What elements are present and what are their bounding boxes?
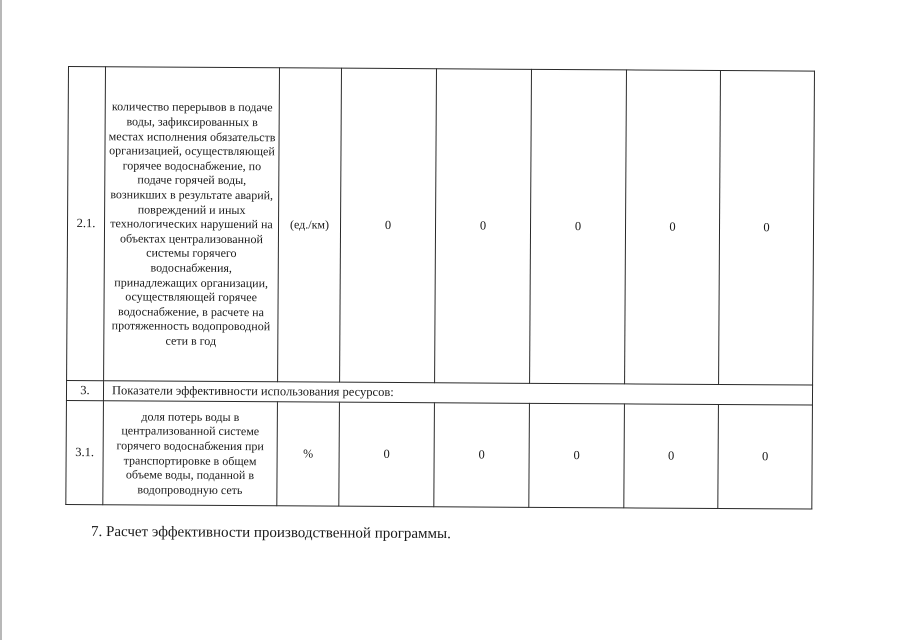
table-row xyxy=(67,67,815,386)
section-heading: 7. Расчет эффективности производственной программы. xyxy=(90,523,451,543)
table-row xyxy=(66,400,813,509)
value-cell: 0 xyxy=(434,403,530,508)
value-cell: 0 xyxy=(719,70,815,385)
row-number: 3. xyxy=(66,380,103,400)
unit-cell: % xyxy=(277,402,340,506)
indicator-description: доля потерь воды в централизованной системе горячего водоснабжения при транспортировке в общем объеме воды, поданной в водопроводную сеть xyxy=(103,401,278,506)
value-cell: 0 xyxy=(339,402,435,507)
value-cell: 0 xyxy=(435,69,532,384)
value-cell: 0 xyxy=(529,403,625,508)
section-title: Показатели эффективности использования ресурсов: xyxy=(103,381,812,405)
page-edge xyxy=(0,0,2,640)
row-number: 3.1. xyxy=(66,400,104,504)
document-scan xyxy=(65,66,820,510)
value-cell: 0 xyxy=(625,70,721,385)
value-cell: 0 xyxy=(530,69,627,384)
indicators-table xyxy=(65,66,815,510)
unit-cell: (ед./км) xyxy=(278,68,342,382)
indicator-description: количество перерывов в подаче воды, зафиксированных в местах исполнения обязательств организацией, осуществляющей горячее водоснабжение, по подаче горячей воды, возникших в результате аварий, повреждений и иных технологических нарушений на объектах централизованной системы горячего водоснабжения, принадлежащих организации, осуществляющей горячее водоснабжение, в расчете на протяженность водопроводной сети в год xyxy=(104,67,280,382)
value-cell: 0 xyxy=(624,404,719,509)
row-number: 2.1. xyxy=(67,67,106,381)
value-cell: 0 xyxy=(718,404,813,509)
value-cell: 0 xyxy=(340,68,437,383)
